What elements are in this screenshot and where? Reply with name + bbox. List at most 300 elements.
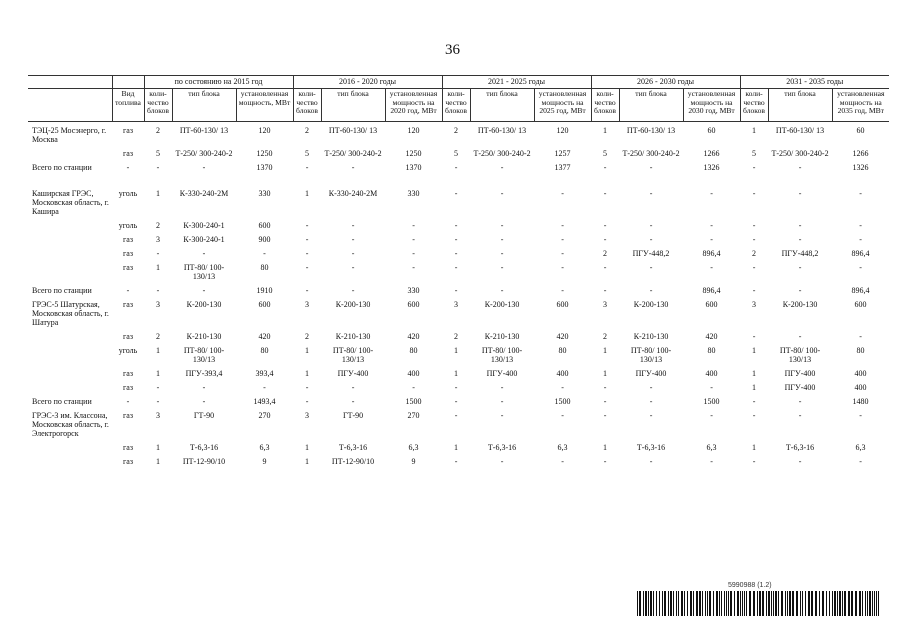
unit-count-cell: - <box>752 286 756 295</box>
unit-type-cell: ПГУ-400 <box>784 383 816 392</box>
unit-count-cell: - <box>603 189 607 198</box>
unit-type-cell: ПТ-60-130/ 13 <box>179 126 229 135</box>
unit-count-cell: - <box>454 263 458 272</box>
unit-type-cell: ПГУ-400 <box>486 369 518 378</box>
capacity-cell: - <box>859 332 862 341</box>
unit-type-cell: - <box>649 457 653 466</box>
unit-count-cell: 1 <box>752 443 757 452</box>
unit-type-cell: Т-250/ 300-240-2 <box>324 149 382 158</box>
fuel-cell: - <box>126 397 130 406</box>
table-row <box>28 407 889 439</box>
unit-count-cell: 1 <box>305 369 310 378</box>
unit-count-cell: - <box>603 221 607 230</box>
capacity-cell: 330 <box>258 189 271 198</box>
capacity-cell: 80 <box>558 346 567 355</box>
capacity-cell: 6,3 <box>259 443 270 452</box>
capacity-cell: 1266 <box>703 149 720 158</box>
unit-count-cell: 5 <box>305 149 310 158</box>
capacity-cell: - <box>412 249 415 258</box>
capacity-cell: 270 <box>407 411 420 420</box>
capacity-cell: 80 <box>707 346 716 355</box>
unit-type-cell: - <box>649 235 653 244</box>
name-header <box>28 76 112 89</box>
unit-count-cell: - <box>454 411 458 420</box>
capacity-cell: 1266 <box>852 149 869 158</box>
unit-type-cell: К-300-240-1 <box>183 235 225 244</box>
unit-type-cell: - <box>798 397 802 406</box>
period-header: 2016 - 2020 годы <box>293 76 442 89</box>
capacity-cell: - <box>561 286 564 295</box>
period-header: 2021 - 2025 годы <box>442 76 591 89</box>
unit-type-cell: ПТ-60-130/ 13 <box>775 126 825 135</box>
capacity-cell: - <box>710 411 713 420</box>
capacity-cell: 896,4 <box>702 286 721 295</box>
table-row <box>28 365 889 379</box>
unit-type-cell: - <box>649 286 653 295</box>
unit-type-cell: К-200-130 <box>633 300 669 309</box>
fuel-cell: газ <box>123 383 133 392</box>
capacity-cell: 6,3 <box>706 443 717 452</box>
capacity-cell: - <box>859 221 862 230</box>
unit-count-cell: 1 <box>156 346 160 355</box>
capacity-cell: - <box>412 383 415 392</box>
fuel-cell: газ <box>123 249 133 258</box>
unit-type-cell: ПГУ-448,2 <box>781 249 819 258</box>
capacity-cell: 1257 <box>554 149 571 158</box>
table-row <box>28 379 889 393</box>
unit-count-cell: - <box>603 163 607 172</box>
station-name-cell <box>28 145 112 159</box>
period-header: 2031 - 2035 годы <box>740 76 889 89</box>
unit-count-cell: 2 <box>305 332 310 341</box>
unit-count-cell: - <box>454 383 458 392</box>
unit-type-cell: ПТ-60-130/ 13 <box>626 126 676 135</box>
power-header: установленная мощность на 2020 год, МВт <box>385 89 442 122</box>
capacity-cell: - <box>412 221 415 230</box>
capacity-cell: - <box>561 457 564 466</box>
unit-count-cell: 2 <box>752 249 757 258</box>
barcode-image <box>637 591 881 616</box>
fuel-cell: газ <box>123 369 133 378</box>
capacity-cell: 1326 <box>852 163 869 172</box>
station-name-cell <box>28 365 112 379</box>
unit-count-cell: 2 <box>603 249 608 258</box>
capacity-cell: 9 <box>411 457 416 466</box>
unit-type-cell: ПТ-12-90/10 <box>331 457 375 466</box>
unit-count-cell: - <box>603 457 607 466</box>
type-header: тип блока <box>321 89 385 122</box>
unit-count-cell: - <box>305 221 309 230</box>
station-name-cell <box>28 379 112 393</box>
unit-type-cell: ПТ-80/ 100-130/13 <box>332 346 374 364</box>
unit-count-cell: - <box>752 263 756 272</box>
unit-count-cell: 3 <box>454 300 459 309</box>
capacity-cell: - <box>859 457 862 466</box>
fuel-cell: - <box>126 163 130 172</box>
unit-count-cell: - <box>454 286 458 295</box>
capacity-cell: 120 <box>258 126 271 135</box>
unit-type-cell: Т-6,3-16 <box>487 443 517 452</box>
unit-count-cell: - <box>454 397 458 406</box>
unit-type-cell: - <box>798 457 802 466</box>
capacity-cell: 9 <box>262 457 267 466</box>
unit-count-cell: 3 <box>752 300 757 309</box>
count-header: коли-чество блоков <box>293 89 321 122</box>
unit-count-cell: 5 <box>752 149 757 158</box>
capacity-cell: 393,4 <box>255 369 274 378</box>
unit-count-cell: - <box>752 397 756 406</box>
capacity-cell: 420 <box>556 332 569 341</box>
capacity-cell: 896,4 <box>851 286 870 295</box>
unit-type-cell: - <box>351 286 355 295</box>
unit-count-cell: - <box>603 383 607 392</box>
unit-type-cell: Т-250/ 300-240-2 <box>473 149 531 158</box>
capacity-cell: - <box>710 189 713 198</box>
fuel-cell: газ <box>123 235 133 244</box>
unit-count-cell: - <box>603 286 607 295</box>
station-name-cell <box>28 259 112 282</box>
capacity-cell: 80 <box>260 346 269 355</box>
capacity-cell: 1250 <box>405 149 422 158</box>
period-header: по состоянию на 2015 год <box>144 76 293 89</box>
unit-count-cell: 2 <box>454 332 459 341</box>
unit-type-cell: - <box>649 189 653 198</box>
table-row <box>28 145 889 159</box>
unit-type-cell: К-200-130 <box>484 300 520 309</box>
unit-type-cell: - <box>202 383 206 392</box>
power-header: установленная мощность на 2035 год, МВт <box>832 89 889 122</box>
unit-type-cell: К-330-240-2М <box>179 189 229 198</box>
unit-type-cell: - <box>351 249 355 258</box>
unit-count-cell: - <box>156 286 160 295</box>
capacity-cell: 600 <box>258 300 271 309</box>
unit-type-cell: - <box>351 383 355 392</box>
unit-count-cell: 3 <box>305 300 310 309</box>
unit-count-cell: 1 <box>454 369 459 378</box>
unit-type-cell: - <box>500 221 504 230</box>
capacity-cell: - <box>412 235 415 244</box>
unit-type-cell: К-210-130 <box>633 332 669 341</box>
capacity-cell: 400 <box>854 383 867 392</box>
unit-count-cell: 1 <box>752 383 757 392</box>
capacity-cell: - <box>561 189 564 198</box>
unit-type-cell: Т-6,3-16 <box>338 443 368 452</box>
fuel-cell: газ <box>123 457 133 466</box>
unit-count-cell: 1 <box>156 189 160 198</box>
unit-type-cell: - <box>798 189 802 198</box>
table-row <box>28 393 889 407</box>
unit-count-cell: 1 <box>454 443 459 452</box>
unit-count-cell: - <box>156 163 160 172</box>
type-header: тип блока <box>172 89 236 122</box>
fuel-cell: уголь <box>118 221 138 230</box>
unit-type-cell: - <box>500 286 504 295</box>
table-row <box>28 231 889 245</box>
unit-type-cell: ПГУ-400 <box>337 369 369 378</box>
capacity-cell: - <box>561 249 564 258</box>
unit-type-cell: - <box>500 457 504 466</box>
capacity-cell: - <box>710 221 713 230</box>
unit-type-cell: Т-6,3-16 <box>785 443 815 452</box>
station-name-cell <box>28 328 112 342</box>
unit-count-cell: - <box>603 263 607 272</box>
power-plants-table <box>28 75 889 467</box>
unit-count-cell: 2 <box>156 126 160 135</box>
unit-type-cell: ПТ-60-130/ 13 <box>477 126 527 135</box>
unit-type-cell: ГТ-90 <box>342 411 364 420</box>
unit-type-cell: К-200-130 <box>186 300 222 309</box>
unit-count-cell: 2 <box>603 332 608 341</box>
unit-count-cell: - <box>454 163 458 172</box>
capacity-cell: 80 <box>856 346 865 355</box>
unit-type-cell: - <box>202 397 206 406</box>
capacity-cell: 600 <box>258 221 271 230</box>
unit-type-cell: - <box>202 249 206 258</box>
unit-type-cell: - <box>798 286 802 295</box>
unit-type-cell: - <box>500 235 504 244</box>
unit-count-cell: - <box>752 189 756 198</box>
fuel-cell: газ <box>123 149 133 158</box>
unit-type-cell: - <box>649 221 653 230</box>
unit-count-cell: 3 <box>603 300 608 309</box>
unit-count-cell: - <box>454 189 458 198</box>
unit-count-cell: - <box>305 397 309 406</box>
capacity-cell: 400 <box>705 369 718 378</box>
capacity-cell: 1250 <box>256 149 273 158</box>
capacity-cell: 6,3 <box>855 443 866 452</box>
unit-type-cell: Т-250/ 300-240-2 <box>175 149 233 158</box>
unit-type-cell: ПТ-80/ 100-130/13 <box>481 346 523 364</box>
name-subheader <box>28 89 112 122</box>
capacity-cell: 600 <box>854 300 867 309</box>
unit-type-cell: ГТ-90 <box>193 411 215 420</box>
capacity-cell: - <box>561 221 564 230</box>
table-row <box>28 453 889 467</box>
capacity-cell: - <box>859 235 862 244</box>
station-name-cell: Всего по станции <box>32 397 92 406</box>
unit-count-cell: 1 <box>305 346 310 355</box>
unit-count-cell: 2 <box>305 126 310 135</box>
unit-type-cell: - <box>500 163 504 172</box>
unit-count-cell: - <box>752 332 756 341</box>
table-row <box>28 217 889 231</box>
capacity-cell: - <box>561 235 564 244</box>
capacity-cell: 1326 <box>703 163 720 172</box>
capacity-cell: 600 <box>556 300 569 309</box>
unit-type-cell: - <box>798 163 802 172</box>
capacity-cell: 1370 <box>405 163 422 172</box>
capacity-cell: - <box>561 383 564 392</box>
capacity-cell: 6,3 <box>408 443 419 452</box>
unit-type-cell: К-330-240-2М <box>328 189 378 198</box>
count-header: коли-чество блоков <box>591 89 619 122</box>
unit-type-cell: - <box>649 263 653 272</box>
fuel-header-top <box>112 76 144 89</box>
unit-count-cell: - <box>454 221 458 230</box>
capacity-cell: - <box>263 383 266 392</box>
table-row <box>28 185 889 217</box>
capacity-cell: 1370 <box>256 163 273 172</box>
capacity-cell: 80 <box>260 263 269 272</box>
unit-type-cell: ПГУ-448,2 <box>632 249 670 258</box>
unit-count-cell: 1 <box>305 443 310 452</box>
unit-type-cell: Т-6,3-16 <box>636 443 666 452</box>
capacity-cell: 400 <box>854 369 867 378</box>
unit-count-cell: - <box>305 286 309 295</box>
capacity-cell: - <box>561 411 564 420</box>
unit-type-cell: Т-250/ 300-240-2 <box>622 149 680 158</box>
unit-count-cell: 1 <box>752 126 757 135</box>
count-header: коли-чество блоков <box>442 89 470 122</box>
unit-count-cell: 2 <box>454 126 459 135</box>
unit-count-cell: - <box>603 397 607 406</box>
capacity-cell: 120 <box>556 126 569 135</box>
unit-count-cell: 1 <box>156 369 160 378</box>
unit-count-cell: - <box>305 235 309 244</box>
unit-count-cell: - <box>454 235 458 244</box>
table-body <box>28 122 889 468</box>
capacity-cell: - <box>710 235 713 244</box>
unit-type-cell: - <box>351 221 355 230</box>
unit-type-cell: - <box>351 235 355 244</box>
unit-type-cell: - <box>351 163 355 172</box>
unit-count-cell: 3 <box>156 411 160 420</box>
unit-type-cell: - <box>798 235 802 244</box>
unit-type-cell: - <box>500 263 504 272</box>
capacity-cell: 900 <box>258 235 271 244</box>
station-name-cell <box>28 342 112 365</box>
table-row <box>28 282 889 296</box>
fuel-header: Вид топлива <box>112 89 144 122</box>
unit-type-cell: ПТ-80/ 100-130/13 <box>183 263 225 281</box>
unit-count-cell: - <box>752 457 756 466</box>
unit-type-cell: ПТ-12-90/10 <box>182 457 226 466</box>
capacity-cell: - <box>710 457 713 466</box>
table-row <box>28 259 889 282</box>
page-number: 36 <box>445 42 460 58</box>
unit-count-cell: - <box>603 235 607 244</box>
unit-type-cell: ПГУ-393,4 <box>185 369 223 378</box>
power-header: установленная мощность, МВт <box>236 89 293 122</box>
unit-count-cell: - <box>156 397 160 406</box>
unit-count-cell: 1 <box>752 369 757 378</box>
unit-type-cell: - <box>351 263 355 272</box>
table-row <box>28 439 889 453</box>
unit-type-cell: - <box>500 249 504 258</box>
count-header: коли-чество блоков <box>740 89 768 122</box>
station-name-cell: ТЭЦ-25 Мосэнерго, г. Москва <box>32 126 107 144</box>
unit-count-cell: 2 <box>156 221 160 230</box>
station-name-cell <box>28 231 112 245</box>
unit-count-cell: 1 <box>752 346 757 355</box>
station-name-cell <box>28 453 112 467</box>
unit-type-cell: - <box>500 397 504 406</box>
station-name-cell: ГРЭС-3 им. Классона, Московская область, г. Электрогорск <box>32 411 109 438</box>
station-name-cell: Всего по станции <box>32 286 92 295</box>
unit-count-cell: - <box>156 249 160 258</box>
power-header: установленная мощность на 2025 год, МВт <box>534 89 591 122</box>
type-header: тип блока <box>619 89 683 122</box>
unit-type-cell: Т-6,3-16 <box>189 443 219 452</box>
station-name-cell: Каширская ГРЭС, Московская область, г. Кашира <box>32 189 109 216</box>
capacity-cell: 120 <box>407 126 420 135</box>
unit-type-cell: - <box>798 263 802 272</box>
unit-type-cell: ПТ-80/ 100-130/13 <box>183 346 225 364</box>
capacity-cell: 600 <box>407 300 420 309</box>
unit-type-cell: ПГУ-400 <box>635 369 667 378</box>
unit-type-cell: К-210-130 <box>484 332 520 341</box>
unit-count-cell: 1 <box>156 457 160 466</box>
fuel-cell: уголь <box>118 346 138 355</box>
capacity-cell: - <box>412 263 415 272</box>
unit-count-cell: - <box>305 163 309 172</box>
table-header <box>28 76 889 122</box>
capacity-cell: 1500 <box>703 397 720 406</box>
unit-count-cell: 3 <box>305 411 310 420</box>
capacity-cell: 1377 <box>554 163 571 172</box>
table-row <box>28 296 889 328</box>
station-name-cell <box>28 217 112 231</box>
capacity-cell: 420 <box>407 332 420 341</box>
unit-count-cell: 1 <box>603 346 608 355</box>
unit-type-cell: К-210-130 <box>335 332 371 341</box>
fuel-cell: газ <box>123 300 133 309</box>
capacity-cell: 1500 <box>405 397 422 406</box>
unit-count-cell: - <box>454 457 458 466</box>
table-row <box>28 342 889 365</box>
unit-type-cell: - <box>500 189 504 198</box>
capacity-cell: 60 <box>856 126 865 135</box>
unit-count-cell: 3 <box>156 235 160 244</box>
type-header: тип блока <box>768 89 832 122</box>
unit-type-cell: - <box>202 286 206 295</box>
capacity-cell: - <box>263 249 266 258</box>
unit-type-cell: - <box>351 397 355 406</box>
unit-type-cell: ПТ-60-130/ 13 <box>328 126 378 135</box>
unit-type-cell: К-200-130 <box>782 300 818 309</box>
table-row <box>28 159 889 173</box>
unit-count-cell: 5 <box>156 149 160 158</box>
power-plants-table-container <box>28 75 885 467</box>
unit-type-cell: ПТ-80/ 100-130/13 <box>630 346 672 364</box>
unit-count-cell: 1 <box>156 263 160 272</box>
fuel-cell: газ <box>123 263 133 272</box>
table-row <box>28 122 889 146</box>
capacity-cell: 420 <box>258 332 271 341</box>
barcode-block <box>637 582 881 616</box>
unit-type-cell: - <box>649 383 653 392</box>
unit-type-cell: К-300-240-1 <box>183 221 225 230</box>
unit-count-cell: 5 <box>454 149 459 158</box>
unit-type-cell: К-210-130 <box>186 332 222 341</box>
type-header: тип блока <box>470 89 534 122</box>
unit-count-cell: - <box>156 383 160 392</box>
unit-type-cell: К-200-130 <box>335 300 371 309</box>
station-name-cell <box>28 439 112 453</box>
barcode-caption: 5990988 (1.2) <box>728 582 772 589</box>
unit-count-cell: 1 <box>305 189 310 198</box>
unit-count-cell: 1 <box>305 457 310 466</box>
table-row <box>28 245 889 259</box>
unit-type-cell: ПТ-80/ 100-130/13 <box>779 346 821 364</box>
capacity-cell: - <box>859 189 862 198</box>
unit-type-cell: ПГУ-400 <box>784 369 816 378</box>
capacity-cell: - <box>561 263 564 272</box>
capacity-cell: 80 <box>409 346 418 355</box>
capacity-cell: 896,4 <box>702 249 721 258</box>
unit-type-cell: - <box>500 383 504 392</box>
unit-count-cell: 1 <box>603 126 608 135</box>
